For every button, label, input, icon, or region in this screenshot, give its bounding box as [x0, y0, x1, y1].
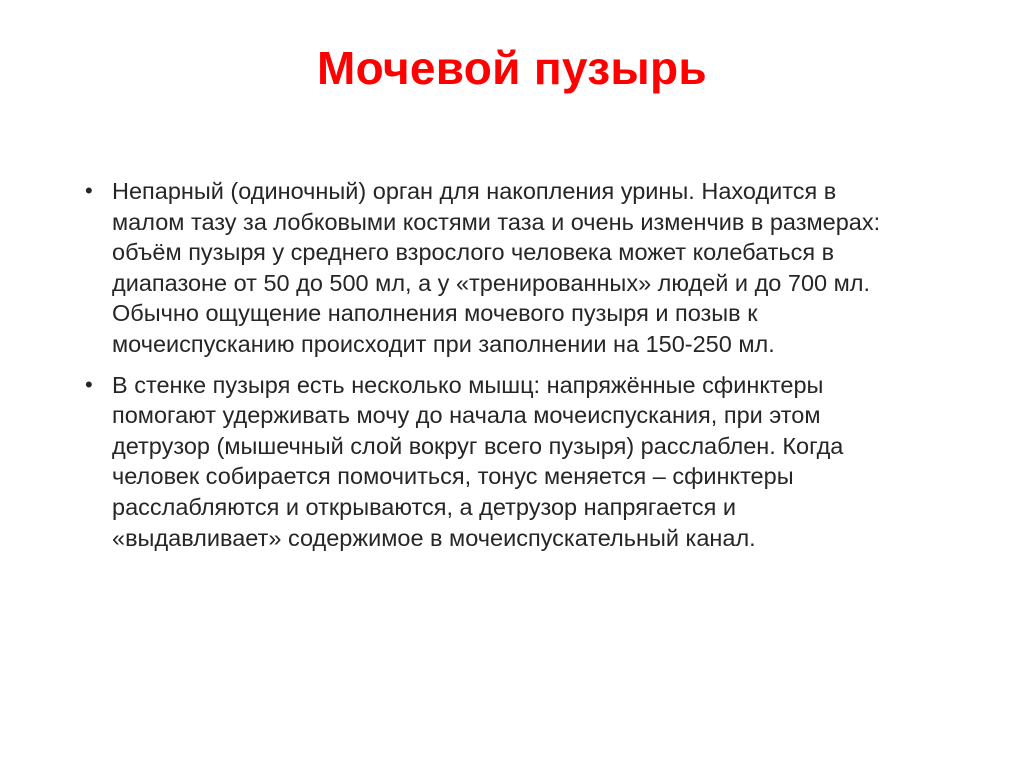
bullet-text: Непарный (одиночный) орган для накопления урины. Находится в малом тазу за лобковыми костями таза и очень изменчив в размерах: объём пузыря у среднего взрослого человека может колебаться в диапазоне от 50 до 500 мл, а у «тренированных» людей и до 700 мл. Обычно ощущение наполнения мочевого пузыря и позыв к мочеиспусканию происходит при заполнении на 150-250 мл. — [112, 178, 881, 357]
bullet-dot-icon: • — [85, 178, 93, 203]
bullet-item — [85, 176, 902, 360]
bullet-text: В стенке пузыря есть несколько мышц: напряжённые сфинктеры помогают удерживать мочу до начала мочеиспускания, при этом детрузор (мышечный слой вокруг всего пузыря) расслаблен. Когда человек собирается помочиться, тонус меняется – сфинктеры расслабляются и открываются, а детрузор напрягается и «выдавливает» содержимое в мочеиспускательный канал. — [112, 371, 844, 551]
bullet-list — [85, 176, 902, 563]
bullet-dot-icon: • — [85, 371, 93, 397]
bullet-item — [85, 370, 902, 554]
slide-title: Мочевой пузырь — [317, 42, 707, 94]
